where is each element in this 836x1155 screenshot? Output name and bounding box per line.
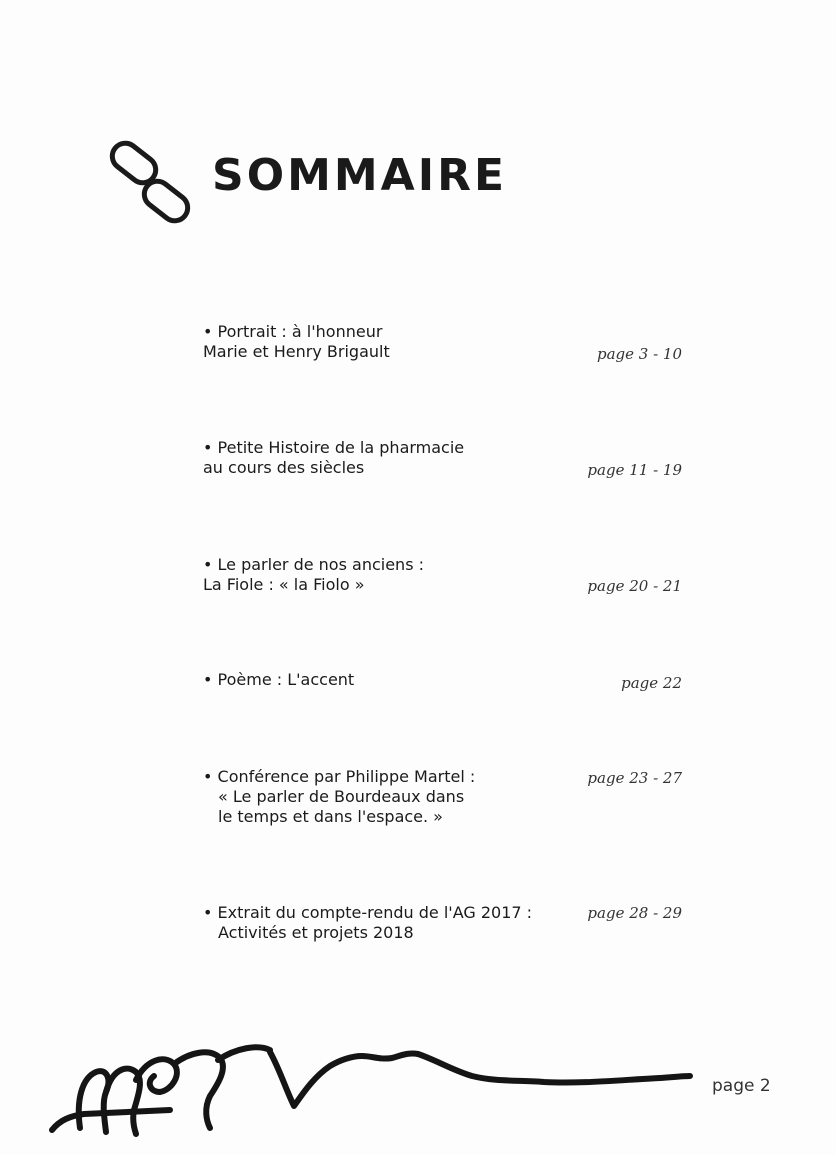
toc-page-ref: page 11 - 19 xyxy=(587,461,682,479)
toc-entry-subtitle: le temps et dans l'espace. » xyxy=(218,807,443,826)
page-title: SOMMAIRE xyxy=(212,150,508,201)
toc-entry-pharmacie xyxy=(203,438,464,478)
chain-link-icon xyxy=(104,136,200,232)
toc-page-ref: page 20 - 21 xyxy=(587,577,682,595)
toc-entry-subtitle: Activités et projets 2018 xyxy=(218,923,414,942)
handwritten-signature xyxy=(40,1030,700,1142)
toc-entry-subtitle: Marie et Henry Brigault xyxy=(203,342,390,361)
toc-page-ref: page 23 - 27 xyxy=(587,769,682,787)
toc-entry-subtitle: La Fiole : « la Fiolo » xyxy=(203,575,365,594)
toc-entry-heading: • Petite Histoire de la pharmacie xyxy=(203,438,465,457)
toc-entry-portrait xyxy=(203,322,390,362)
page-number: page 2 xyxy=(712,1076,771,1096)
toc-page-ref: page 22 xyxy=(621,674,682,692)
toc-page-ref: page 28 - 29 xyxy=(587,904,682,922)
toc-entry-extrait-ag xyxy=(203,903,532,943)
toc-entry-heading: • Extrait du compte-rendu de l'AG 2017 : xyxy=(203,903,533,922)
toc-entry-heading: • Conférence par Philippe Martel : xyxy=(203,767,476,786)
toc-entry-heading: • Portrait : à l'honneur xyxy=(203,322,383,341)
toc-entry-conference xyxy=(203,767,475,827)
toc-entry-subtitle: « Le parler de Bourdeaux dans xyxy=(218,787,465,806)
toc-entry-parler-anciens xyxy=(203,555,424,595)
toc-entry-heading: • Poème : L'accent xyxy=(203,670,355,689)
toc-entry-heading: • Le parler de nos anciens : xyxy=(203,555,424,574)
toc-entry-poeme xyxy=(203,670,354,690)
toc-page-ref: page 3 - 10 xyxy=(596,345,682,363)
toc-entry-subtitle: au cours des siècles xyxy=(203,458,365,477)
